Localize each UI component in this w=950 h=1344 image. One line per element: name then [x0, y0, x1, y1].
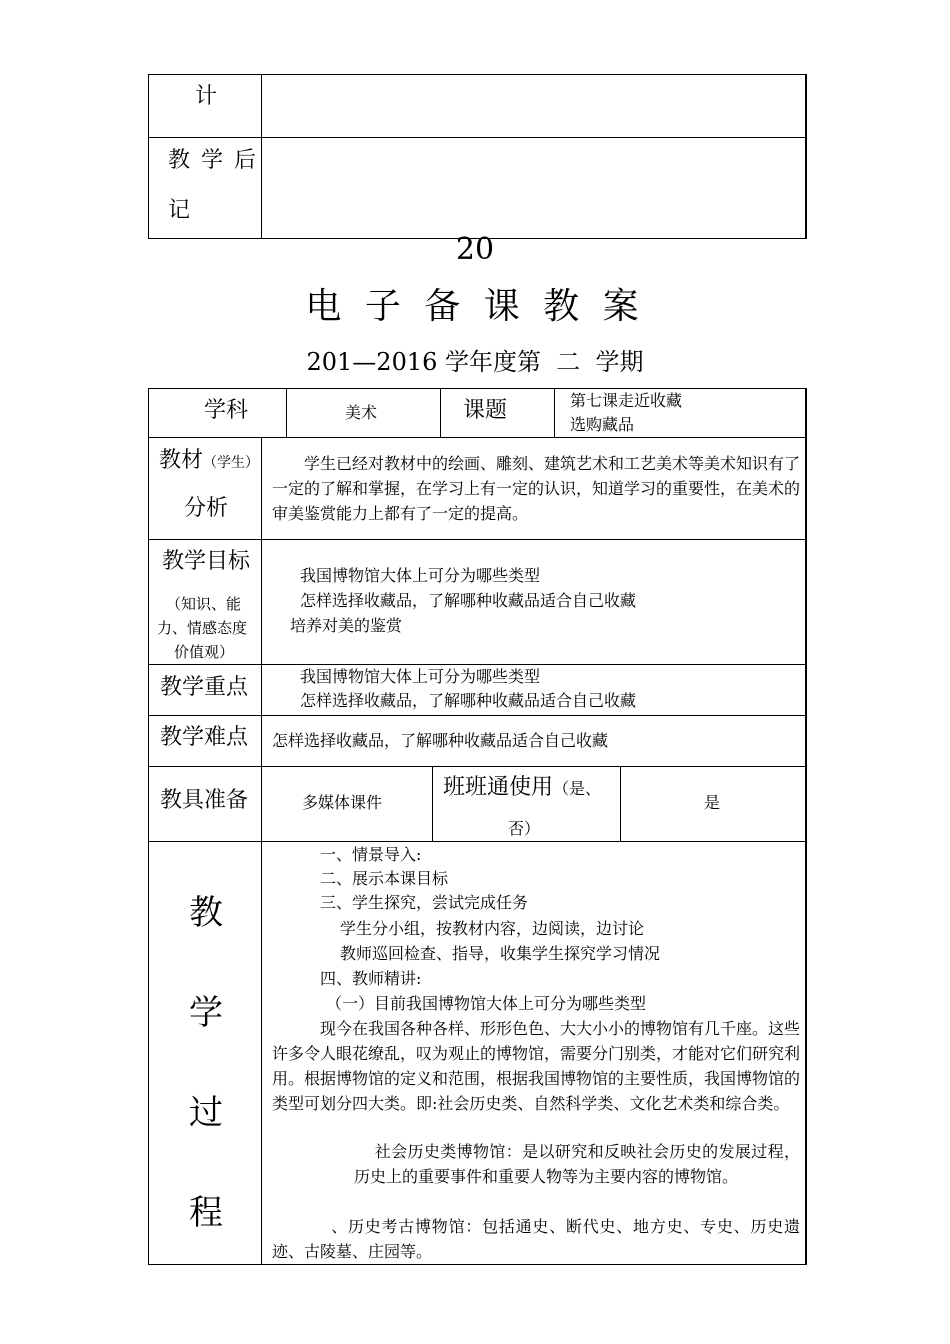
page-number: 20 — [455, 232, 495, 267]
goals-sub-1: （知识、能 — [166, 595, 242, 613]
topic-label: 课题 — [463, 398, 508, 423]
analysis-label-sub: （学生） — [203, 455, 260, 471]
process-line: 四、教师精讲: — [320, 969, 422, 988]
topic-value-2: 选购藏品 — [570, 415, 635, 434]
key-point-item: 我国博物馆大体上可分为哪些类型 — [300, 667, 541, 686]
process-label-char: 程 — [189, 1193, 223, 1233]
key-point-item: 怎样选择收藏品，了解哪种收藏品适合自己收藏 — [300, 691, 637, 710]
goals-sub-3: 价值观） — [174, 643, 235, 661]
topic-value-1: 第七课走近收藏 — [570, 391, 683, 410]
difficulties-label: 教学难点 — [160, 725, 249, 750]
goals-label: 教学目标 — [162, 549, 251, 574]
process-line: 教师巡回检查、指导，收集学生探究学习情况 — [340, 944, 661, 963]
process-line: 学生分小组，按教材内容，边阅读，边讨论 — [340, 919, 645, 938]
analysis-text: 学生已经对教材中的绘画、雕刻、建筑艺术和工艺美术等美术知识有了一定的了解和掌握，在学习上有一定的认识，知道学习的重要性，在美术的审美鉴赏能力上都有了一定的提高。 — [272, 454, 801, 523]
process-line: 二、展示本课目标 — [320, 869, 449, 888]
whiteboard-hint-1: （是、 — [553, 779, 602, 798]
whiteboard-hint-2: 否） — [508, 819, 541, 838]
key-points-label: 教学重点 — [160, 675, 249, 700]
difficulties-text: 怎样选择收藏品，了解哪种收藏品适合自己收藏 — [272, 731, 609, 750]
goals-sub-2: 力、情感态度 — [157, 619, 248, 637]
top-row-label: 计 — [195, 84, 218, 109]
post-teaching-label: 教 学 后 — [168, 148, 258, 173]
whiteboard-value: 是 — [704, 793, 721, 812]
post-teaching-label-2: 记 — [168, 198, 191, 223]
process-line: 三、学生探究，尝试完成任务 — [320, 893, 529, 912]
tools-label: 教具准备 — [160, 788, 249, 813]
process-paragraph-3: 、历史考古博物馆：包括通史、断代史、地方史、专史、历史遗迹、古陵墓、庄园等。 — [272, 1217, 800, 1261]
goal-item: 我国博物馆大体上可分为哪些类型 — [300, 566, 541, 585]
subject-label: 学科 — [204, 398, 249, 423]
process-label-char: 过 — [189, 1093, 223, 1133]
process-label-char: 教 — [189, 893, 223, 933]
whiteboard-label-main: 班班通使用 — [443, 775, 554, 800]
tools-value: 多媒体课件 — [302, 793, 383, 812]
process-line: （一）目前我国博物馆大体上可分为哪些类型 — [326, 994, 647, 1013]
analysis-label-2: 分析 — [184, 496, 229, 521]
process-paragraph-2: 社会历史类博物馆：是以研究和反映社会历史的发展过程，历史上的重要事件和重要人物等为主要内容的博物馆。 — [354, 1142, 800, 1186]
analysis-label-main: 教材 — [159, 448, 204, 473]
analysis-label — [159, 448, 259, 474]
process-paragraph-1: 现今在我国各种各样、形形色色、大大小小的博物馆有几千座。这些许多令人眼花缭乱，叹为观止的博物馆，需要分门别类，才能对它们研究利用。根据博物馆的定义和范围，根据我国博物馆的主要性质，我国博物馆的类型可划分四大类。即:社会历史类、自然科学类、文化艺术类和综合类。 — [272, 1019, 801, 1113]
whiteboard-label — [443, 775, 601, 801]
semester-line: 201—2016 学年度第 二 学期 — [306, 348, 644, 376]
goal-item: 培养对美的鉴赏 — [290, 616, 403, 635]
goal-item: 怎样选择收藏品，了解哪种收藏品适合自己收藏 — [300, 591, 637, 610]
subject-value: 美术 — [345, 403, 378, 422]
doc-title: 电 子 备 课 教 案 — [305, 286, 645, 327]
process-label-char: 学 — [189, 993, 223, 1033]
process-line: 一、情景导入: — [320, 845, 422, 864]
